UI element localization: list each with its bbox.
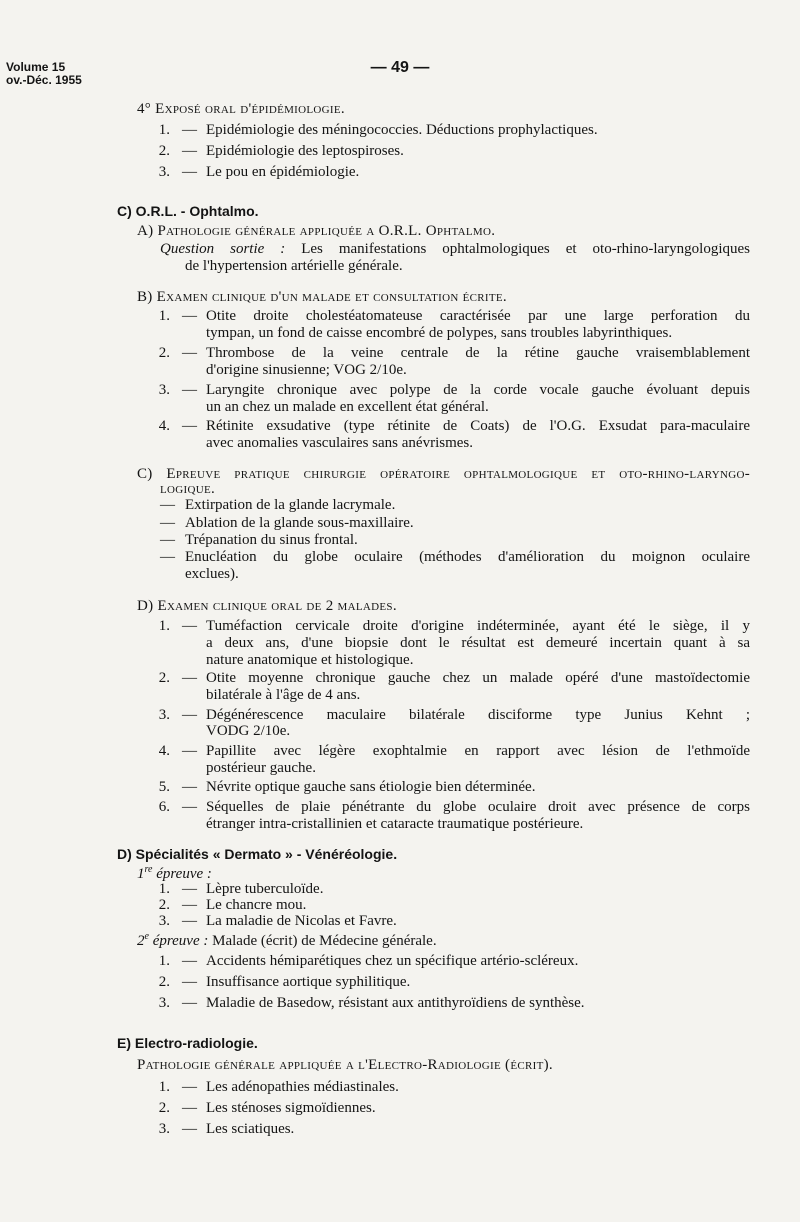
list-item-line: Laryngite chronique avec polype de la corde vocale gauche évoluant depuis	[206, 382, 750, 398]
section-heading-electro: E) Electro-radiologie.	[117, 1035, 258, 1051]
dash: —	[182, 779, 197, 795]
dash: —	[182, 122, 197, 138]
subsection-title-d: D) Examen clinique oral de 2 malades.	[137, 598, 397, 614]
list-item-line: Papillite avec légère exophtalmie en rapport avec lésion de l'ethmoïde	[206, 743, 750, 759]
list-item: Accidents hémiparétiques chez un spécifique artério-scléreux.	[206, 953, 579, 969]
section-heading-dermato: D) Spécialités « Dermato » - Vénéréologie.	[117, 846, 398, 862]
epreuve-2-text: Malade (écrit) de Médecine générale.	[212, 933, 437, 949]
dash: —	[182, 1100, 197, 1116]
page-number: — 49 —	[370, 59, 430, 76]
list-item: La maladie de Nicolas et Favre.	[206, 913, 397, 929]
list-item-line: a deux ans, d'une biopsie dont le résultat est demeuré incertain quant à sa	[206, 635, 750, 651]
item-number: 2.	[158, 1100, 170, 1116]
item-number: 1.	[158, 308, 170, 324]
item-number: 3.	[158, 164, 170, 180]
list-item-line: bilatérale à l'âge de 4 ans.	[206, 687, 361, 703]
item-number: 1.	[158, 1079, 170, 1095]
epreuve-word: épreuve :	[156, 866, 212, 882]
dash: —	[182, 1079, 197, 1095]
item-number: 2.	[158, 670, 170, 686]
dash: —	[160, 497, 175, 513]
dash: —	[182, 707, 197, 723]
item-number: 5.	[158, 779, 170, 795]
list-item: Insuffisance aortique syphilitique.	[206, 974, 411, 990]
item-number: 3.	[158, 995, 170, 1011]
list-item-line: Séquelles de plaie pénétrante du globe oculaire droit avec présence de corps	[206, 799, 750, 815]
item-number: 1.	[158, 881, 170, 897]
dash: —	[160, 515, 175, 531]
epreuve-2-label	[137, 932, 437, 950]
dash: —	[182, 382, 197, 398]
item-number: 3.	[158, 913, 170, 929]
dash: —	[182, 953, 197, 969]
question-label: Question sortie :	[160, 241, 286, 257]
list-item-line: avec anomalies vasculaires sans anévrismes.	[206, 435, 473, 451]
item-number: 1.	[158, 618, 170, 634]
dash: —	[182, 974, 197, 990]
dash: —	[182, 743, 197, 759]
list-item-line: nature anatomique et histologique.	[206, 652, 414, 668]
list-item: Maladie de Basedow, résistant aux antithyroïdiens de synthèse.	[206, 995, 585, 1011]
dash: —	[182, 164, 197, 180]
item-number: 3.	[158, 1121, 170, 1137]
dash: —	[182, 143, 197, 159]
question-continuation: de l'hypertension artérielle générale.	[185, 258, 403, 274]
dash: —	[182, 670, 197, 686]
item-number: 3.	[158, 707, 170, 723]
electro-subtitle: Pathologie générale appliquée a l'Electro-Radiologie (écrit).	[137, 1057, 553, 1073]
dash: —	[182, 913, 197, 929]
list-item-line: exclues).	[185, 566, 239, 582]
epreuve-word: épreuve :	[152, 933, 209, 949]
question-line	[160, 240, 750, 258]
list-item-line: Enucléation du globe oculaire (méthodes d'amélioration du moignon oculaire	[185, 549, 750, 565]
list-item-line: Dégénérescence maculaire bilatérale disciforme type Junius Kehnt ;	[206, 707, 750, 723]
dash: —	[182, 799, 197, 815]
item-number: 1.	[158, 953, 170, 969]
item-number: 2.	[158, 143, 170, 159]
subsection-title-b: B) Examen clinique d'un malade et consultation écrite.	[137, 289, 507, 305]
item-number: 1.	[158, 122, 170, 138]
dash: —	[160, 532, 175, 548]
list-item-line: Névrite optique gauche sans étiologie bien déterminée.	[206, 779, 536, 795]
item-number: 3.	[158, 382, 170, 398]
item-number: 2.	[158, 345, 170, 361]
date-line: ov.-Déc. 1955	[6, 73, 82, 87]
dash: —	[182, 345, 197, 361]
list-item: Lèpre tuberculoïde.	[206, 881, 324, 897]
list-item-line: tympan, un fond de caisse encombré de polypes, sans troubles labyrinthiques.	[206, 325, 673, 341]
item-number: 2.	[158, 974, 170, 990]
dash: —	[182, 418, 197, 434]
list-item-line: VODG 2/10e.	[206, 723, 291, 739]
list-item: Ablation de la glande sous-maxillaire.	[185, 515, 414, 531]
list-item-line: Otite droite cholestéatomateuse caractérisée par une large perforation du	[206, 308, 750, 324]
list-item-line: étranger intra-cristallinien et cataracte traumatique postérieure.	[206, 816, 584, 832]
item-number: 4.	[158, 418, 170, 434]
dash: —	[182, 308, 197, 324]
epreuve-number: 1	[137, 866, 145, 882]
dash: —	[182, 1121, 197, 1137]
dash: —	[182, 995, 197, 1011]
list-item-line: Tuméfaction cervicale droite d'origine indéterminée, ayant été le siège, il y	[206, 618, 750, 634]
list-item: Epidémiologie des méningococcies. Déductions prophylactiques.	[206, 122, 598, 138]
epreuve-number: 2	[137, 933, 145, 949]
list-item: Les adénopathies médiastinales.	[206, 1079, 399, 1095]
dash: —	[182, 618, 197, 634]
list-item: Le pou en épidémiologie.	[206, 164, 360, 180]
dash: —	[182, 881, 197, 897]
list-item: Le chancre mou.	[206, 897, 307, 913]
list-item-line: Thrombose de la veine centrale de la rétine gauche vraisemblablement	[206, 345, 750, 361]
question-text: Les manifestations ophtalmologiques et oto-rhino-laryngologiques	[301, 241, 750, 257]
list-item-line: Rétinite exsudative (type rétinite de Coats) de l'O.G. Exsudat para-maculaire	[206, 418, 750, 434]
list-item-line: un an chez un malade en excellent état général.	[206, 399, 489, 415]
list-item-line: d'origine sinusienne; VOG 2/10e.	[206, 362, 407, 378]
list-item: Les sciatiques.	[206, 1121, 295, 1137]
subsection-title-c-cont: logique.	[160, 481, 216, 497]
epid-title: 4° Exposé oral d'épidémiologie.	[137, 101, 345, 117]
dash: —	[182, 897, 197, 913]
ordinal-suffix: e	[144, 931, 149, 942]
list-item-line: Otite moyenne chronique gauche chez un malade opéré d'une mastoïdectomie	[206, 670, 750, 686]
list-item: Extirpation de la glande lacrymale.	[185, 497, 396, 513]
ordinal-suffix: re	[144, 864, 153, 875]
section-heading-orl: C) O.R.L. - Ophtalmo.	[117, 203, 259, 219]
volume-line: Volume 15	[6, 60, 66, 74]
list-item: Epidémiologie des leptospiroses.	[206, 143, 404, 159]
item-number: 2.	[158, 897, 170, 913]
list-item: Trépanation du sinus frontal.	[185, 532, 358, 548]
dash: —	[160, 549, 175, 565]
item-number: 4.	[158, 743, 170, 759]
item-number: 6.	[158, 799, 170, 815]
subsection-title-c: C) Epreuve pratique chirurgie opératoire ophtalmologique et oto-rhino-laryngo-	[137, 466, 750, 482]
list-item-line: postérieur gauche.	[206, 760, 316, 776]
list-item: Les sténoses sigmoïdiennes.	[206, 1100, 376, 1116]
subsection-title-a: A) Pathologie générale appliquée a O.R.L. Ophtalmo.	[137, 223, 496, 239]
